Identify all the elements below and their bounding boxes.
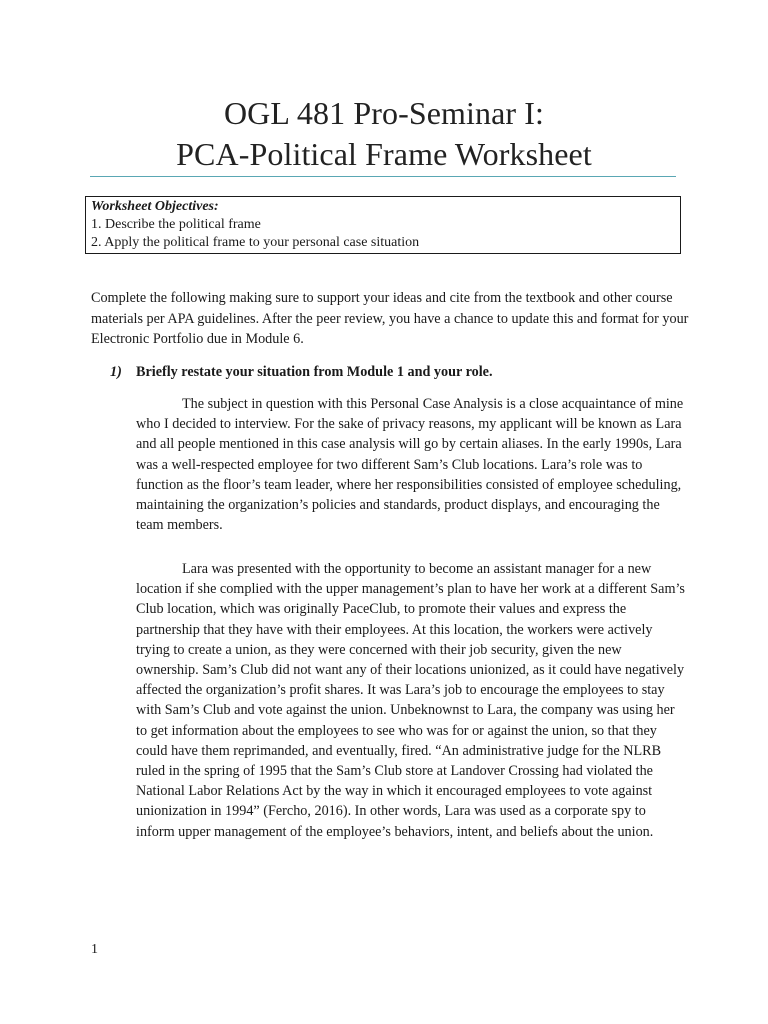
question-1 — [110, 362, 710, 382]
question-text: Briefly restate your situation from Module 1 and your role. — [136, 364, 493, 380]
document-title-line-1: OGL 481 Pro-Seminar I: — [223, 95, 545, 131]
document-title-line-2: PCA-Political Frame Worksheet — [176, 136, 592, 172]
answer-paragraph-2: Lara was presented with the opportunity to become an assistant manager for a new location if she complied with the upper management’s plan to have her work at a different Sam’s Club location, which was originally PaceClub, to promote their values and express the partnership that they have with their employees. At this location, the workers were actively trying to create a union, as they were concerned with their job security, given the new ownership. Sam’s Club did not want any of their locations unionized, as it could have negatively affected the organization’s profit shares. It was Lara’s job to encourage the employees to stay with Sam’s Club and vote against the union. Unbeknownst to Lara, the company was using her to get information about the employees to see who was for or against the union, so that they could have them reprimanded, and eventually, fired. “An administrative judge for the NLRB ruled in the spring of 1995 that the Sam’s Club store at Landover Crossing had violated the National Labor Relations Act by the way in which it encouraged employees to vote against unionization in 1994” (Fercho, 2016). In other words, Lara was used as a corporate spy to inform upper management of the employee’s behaviors, intent, and beliefs about the union. — [136, 561, 685, 840]
objective-item-2: 2. Apply the political frame to your personal case situation — [91, 235, 420, 250]
answer-paragraph-1: The subject in question with this Personal Case Analysis is a close acquaintance of mine who I decided to interview. For the sake of privacy reasons, my applicant will be known as Lara and all people mentioned in this case analysis will go by certain aliases. In the early 1990s, Lara was a well-respected employee for two different Sam’s Club locations. Lara’s role was to function as the floor’s team leader, where her responsibilities consisted of employee scheduling, maintaining the organization’s policies and standards, product displays, and encouraging the team members. — [136, 396, 684, 534]
objective-item-1: 1. Describe the political frame — [91, 217, 261, 232]
instructions-paragraph: Complete the following making sure to support your ideas and cite from the textbook and other course materials per APA guidelines. After the peer review, you have a chance to update this and format for your Electronic Portfolio due in Module 6. — [91, 290, 689, 347]
objectives-heading: Worksheet Objectives: — [91, 199, 219, 214]
worksheet-objectives-box — [85, 196, 681, 254]
title-divider — [90, 176, 676, 177]
page-number: 1 — [91, 942, 98, 957]
question-number: 1) — [110, 364, 122, 380]
